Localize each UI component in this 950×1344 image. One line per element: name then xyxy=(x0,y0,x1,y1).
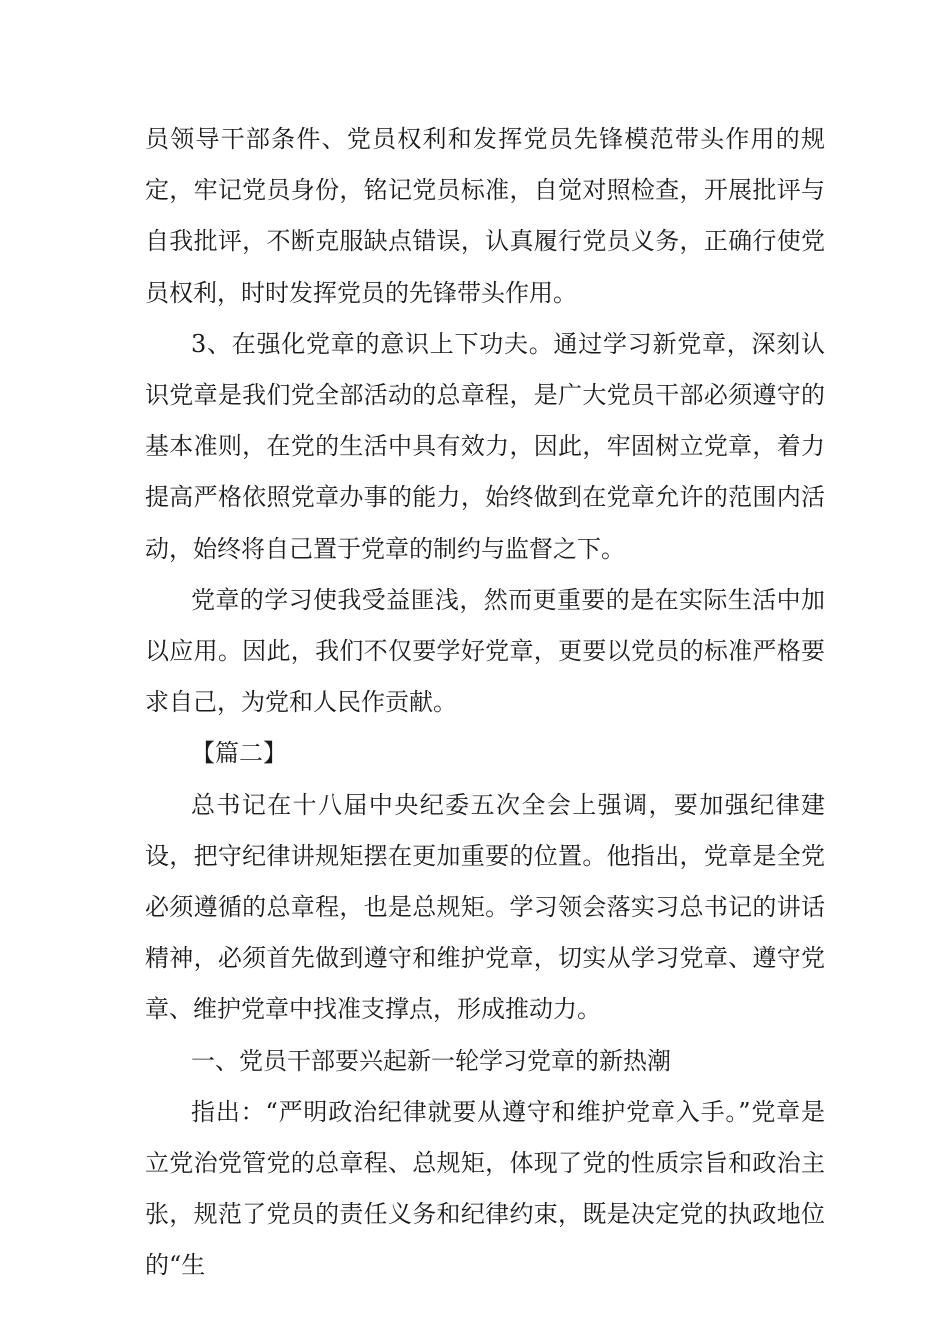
paragraph-quote: 指出：“严明政治纪律就要从遵守和维护党章入手。”党章是立党治党管党的总章程、总规矩，体现了党的性质宗旨和政治主张，规范了党员的责任义务和纪律约束，既是决定党的执政地位的“生 xyxy=(145,1097,825,1280)
paragraph-conclusion: 党章的学习使我受益匪浅，然而更重要的是在实际生活中加以应用。因此，我们不仅要学好党章，更要以党员的标准严格要求自己，为党和人民作贡献。 xyxy=(145,585,825,717)
document-body xyxy=(145,114,825,1292)
subheading-one: 一、党员干部要兴起新一轮学习党章的新热潮 xyxy=(191,1046,671,1075)
paragraph-point-3: 3、在强化党章的意识上下功夫。通过学习新党章，深刻认识党章是我们党全部活动的总章程，是广大党员干部必须遵守的基本准则，在党的生活中具有效力，因此，牢固树立党章，着力提高严格依照党章办事的能力，始终做到在党章允许的范围内活动，始终将自己置于党章的制约与监督之下。 xyxy=(145,329,825,563)
section-heading: 【篇二】 xyxy=(191,739,287,768)
paragraph-intro: 总书记在十八届中央纪委五次全会上强调，要加强纪律建设，把守纪律讲规矩摆在更加重要的位置。他指出，党章是全党必须遵循的总章程，也是总规矩。学习领会落实习总书记的讲话精神，必须首先做到遵守和维护党章，切实从学习党章、遵守党章、维护党章中找准支撑点，形成推动力。 xyxy=(145,790,825,1024)
paragraph-continuation: 员领导干部条件、党员权利和发挥党员先锋模范带头作用的规定，牢记党员身份，铭记党员标准，自觉对照检查，开展批评与自我批评，不断克服缺点错误，认真履行党员义务，正确行使党员权利，时时发挥党员的先锋带头作用。 xyxy=(145,125,825,307)
